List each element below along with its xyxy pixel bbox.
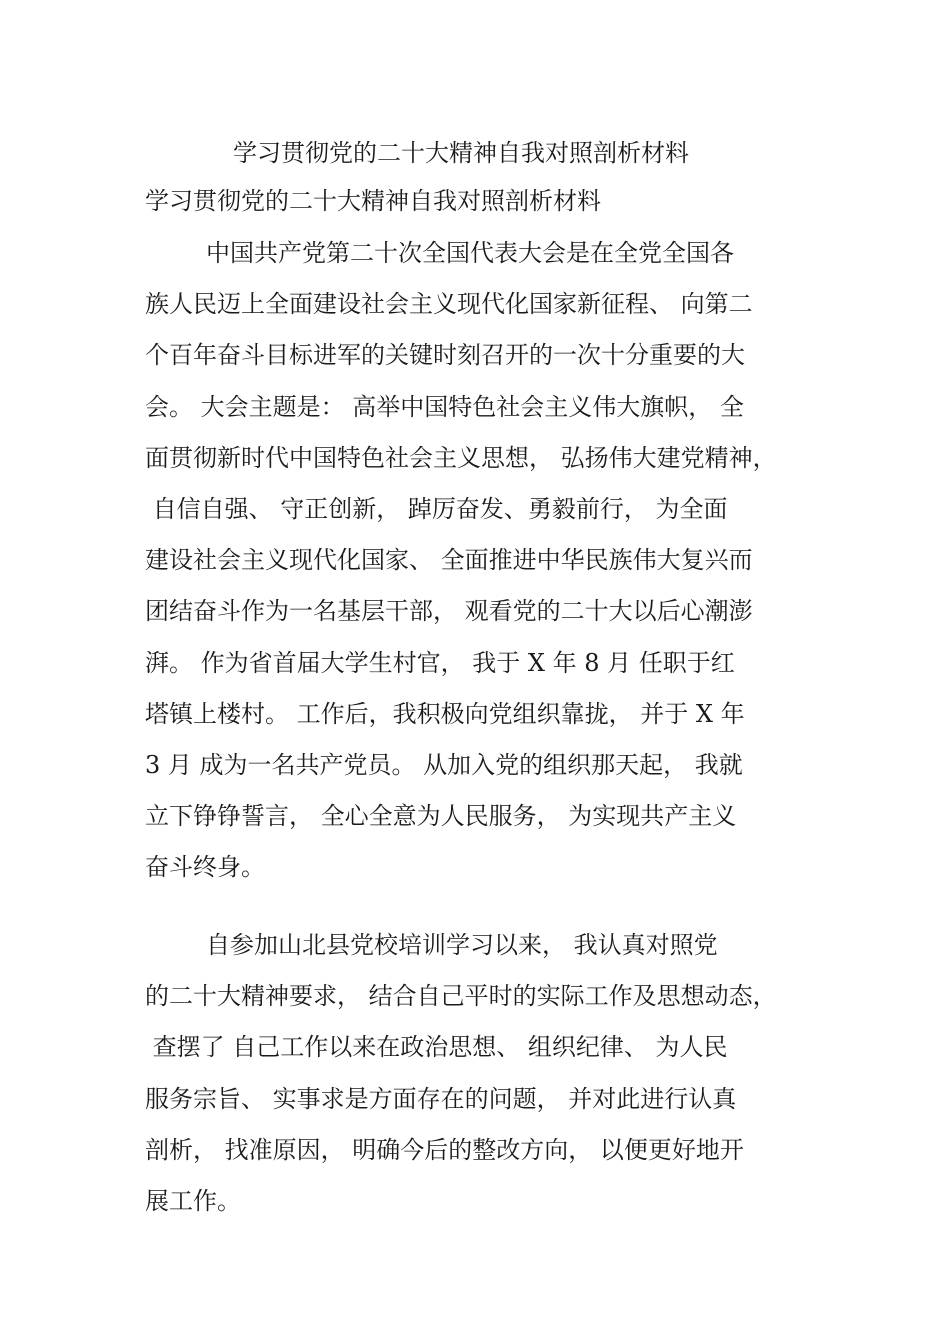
document-subtitle: 学习贯彻党的二十大精神自我对照剖析材料 xyxy=(145,187,601,215)
paragraph-line: 个百年奋斗目标进军的关键时刻召开的一次十分重要的大 xyxy=(145,341,745,370)
paragraph-2 xyxy=(145,920,825,1227)
document-title: 学习贯彻党的二十大精神自我对照剖析材料 xyxy=(233,139,689,167)
paragraph-line: 族人民迈上全面建设社会主义现代化国家新征程、 向第二 xyxy=(145,290,753,319)
paragraph-line: 立下铮铮誓言， 全心全意为人民服务， 为实现共产主义 xyxy=(145,802,737,831)
paragraph-line: 3 月 成为一名共产党员。 从加入党的组织那天起， 我就 xyxy=(145,750,743,779)
paragraph-line: 中国共产党第二十次全国代表大会是在全党全国各 xyxy=(145,239,735,267)
paragraph-line: 面贯彻新时代中国特色社会主义思想， 弘扬伟大建党精神， xyxy=(145,443,777,472)
paragraph-line: 的二十大精神要求， 结合自己平时的实际工作及思想动态， xyxy=(145,982,777,1011)
paragraph-line: 查摆了 自己工作以来在政治思想、 组织纪律、 为人民 xyxy=(145,1033,728,1062)
paragraph-line: 自参加山北县党校培训学习以来， 我认真对照党 xyxy=(145,931,718,959)
paragraph-line: 展工作。 xyxy=(145,1186,241,1215)
paragraph-line: 剖析， 找准原因， 明确今后的整改方向， 以便更好地开 xyxy=(145,1135,744,1164)
paragraph-line: 团结奋斗作为一名基层干部， 观看党的二十大以后心潮澎 xyxy=(145,597,753,626)
paragraph-line: 塔镇上楼村。 工作后，我积极向党组织靠拢， 并于 X 年 xyxy=(145,699,745,728)
paragraph-line: 会。 大会主题是： 高举中国特色社会主义伟大旗帜， 全 xyxy=(145,392,744,421)
paragraph-1 xyxy=(145,228,825,893)
paragraph-line: 湃。 作为省首届大学生村官， 我于 X 年 8 月 任职于红 xyxy=(145,648,735,677)
paragraph-line: 奋斗终身。 xyxy=(145,853,265,882)
paragraph-line: 服务宗旨、 实事求是方面存在的问题， 并对此进行认真 xyxy=(145,1084,737,1113)
paragraph-line: 建设社会主义现代化国家、 全面推进中华民族伟大复兴而 xyxy=(145,546,753,575)
paragraph-line: 自信自强、 守正创新， 踔厉奋发、勇毅前行， 为全面 xyxy=(145,494,728,523)
